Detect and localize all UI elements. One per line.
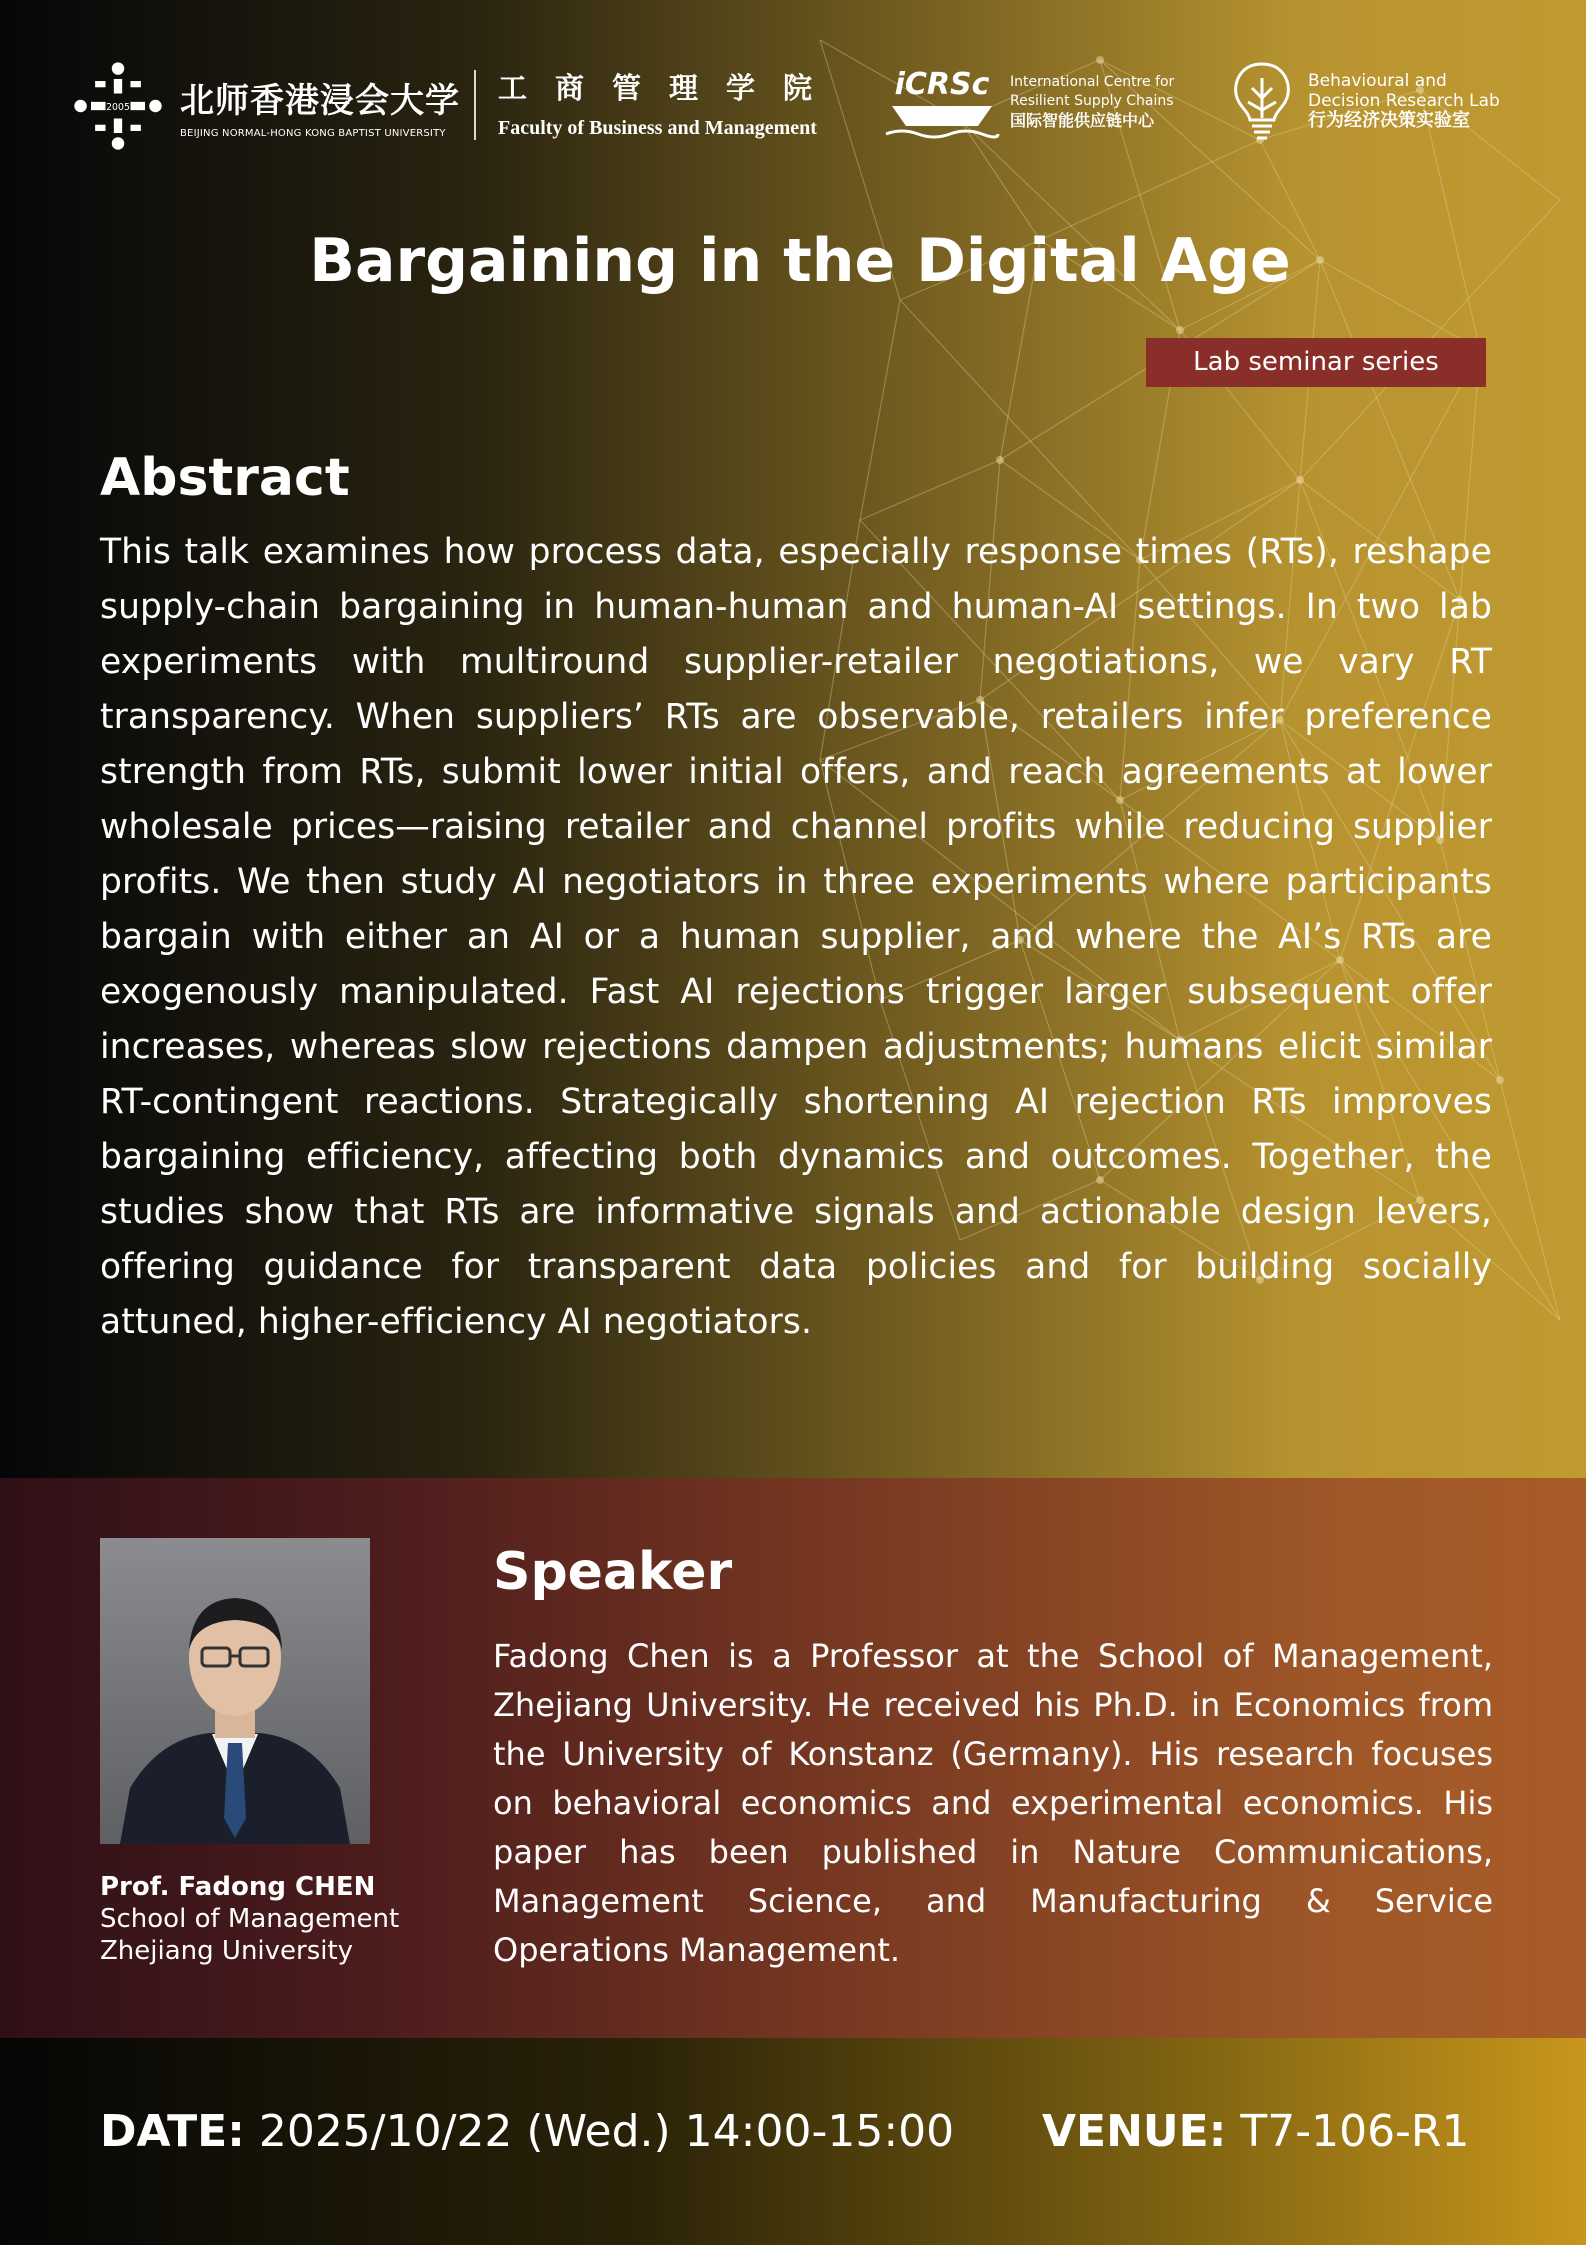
bnbu-logo (66, 56, 460, 156)
date-label: DATE: (100, 2106, 245, 2157)
svg-text:2005: 2005 (106, 102, 130, 114)
bdrl-logo (1226, 58, 1500, 144)
speaker-heading: Speaker (493, 1542, 733, 1602)
abstract-heading: Abstract (100, 448, 350, 508)
venue-value: T7-106-R1 (1240, 2106, 1470, 2157)
series-badge: Lab seminar series (1146, 338, 1486, 387)
icrsc-line2: Resilient Supply Chains (1010, 92, 1174, 109)
faculty-chinese-name: 工商管理学院 (498, 71, 841, 105)
bnbu-chinese-name: 北师香港浸会大学 (180, 81, 460, 121)
page-title: Bargaining in the Digital Age (309, 226, 1291, 296)
icrsc-line1: International Centre for (1010, 73, 1175, 90)
speaker-affiliation-school: School of Management (100, 1904, 400, 1934)
abstract-text: This talk examines how process data, especially response times (RTs), reshape supply-chain bargaining in human-human and human-AI settings. In two lab experiments with multiround supplier-retailer negotiations, we vary RT transparency. When suppliers’ RTs are observable, retailers infer preference strength from RTs, submit lower initial offers, and reach agreements at lower wholesale prices—raising retailer and channel profits while reducing supplier profits. We then study AI negotiators in three experiments where participants bargain with either an AI or a human supplier, and where the AI’s RTs are exogenously manipulated. Fast AI rejections trigger larger subsequent offer increases, whereas slow rejections dampen adjustments; humans elicit similar RT-contingent reactions. Strategically shortening AI rejection RTs improves bargaining efficiency, affecting both dynamics and outcomes. Together, the studies show that RTs are informative signals and actionable design levers, offering guidance for transparent data policies and for building socially attuned, higher-efficiency AI negotiators. (100, 532, 1492, 1342)
icrsc-logo (882, 58, 1174, 144)
bdrl-line1: Behavioural and (1308, 71, 1447, 91)
speaker-portrait-image (100, 1538, 370, 1844)
bdrl-line2: Decision Research Lab (1308, 91, 1500, 111)
logo-divider (474, 70, 476, 140)
date-value: 2025/10/22 (Wed.) 14:00-15:00 (258, 2106, 955, 2157)
event-venue (1042, 2106, 1470, 2157)
faculty-logo (498, 66, 840, 140)
lightbulb-brain-icon (1226, 58, 1298, 144)
faculty-english-name: Faculty of Business and Management (498, 117, 817, 139)
speaker-photo (100, 1538, 370, 1844)
speaker-bio: Fadong Chen is a Professor at the School of Management, Zhejiang University. He received his Ph.D. in Economics from the University of Konstanz (Germany). His research focuses on behavioral economics and experimental economics. His paper has been published in Nature Communications, Management Science, and Manufacturing & Service Operations Management. (493, 1637, 1493, 1969)
icrsc-chinese-name: 国际智能供应链中心 (1010, 110, 1155, 130)
venue-label: VENUE: (1042, 2106, 1227, 2157)
bdrl-chinese-name: 行为经济决策实验室 (1308, 110, 1470, 131)
bnbu-english-name: BEIJING NORMAL-HONG KONG BAPTIST UNIVERSITY (180, 128, 446, 139)
speaker-affiliation-university: Zhejiang University (100, 1936, 354, 1966)
icrsc-ship-icon (882, 58, 1002, 144)
bnbu-emblem-icon (66, 54, 170, 158)
svg-text:iCRSc: iCRSc (894, 67, 990, 102)
speaker-name: Prof. Fadong CHEN (100, 1872, 376, 1902)
event-date (100, 2106, 954, 2157)
